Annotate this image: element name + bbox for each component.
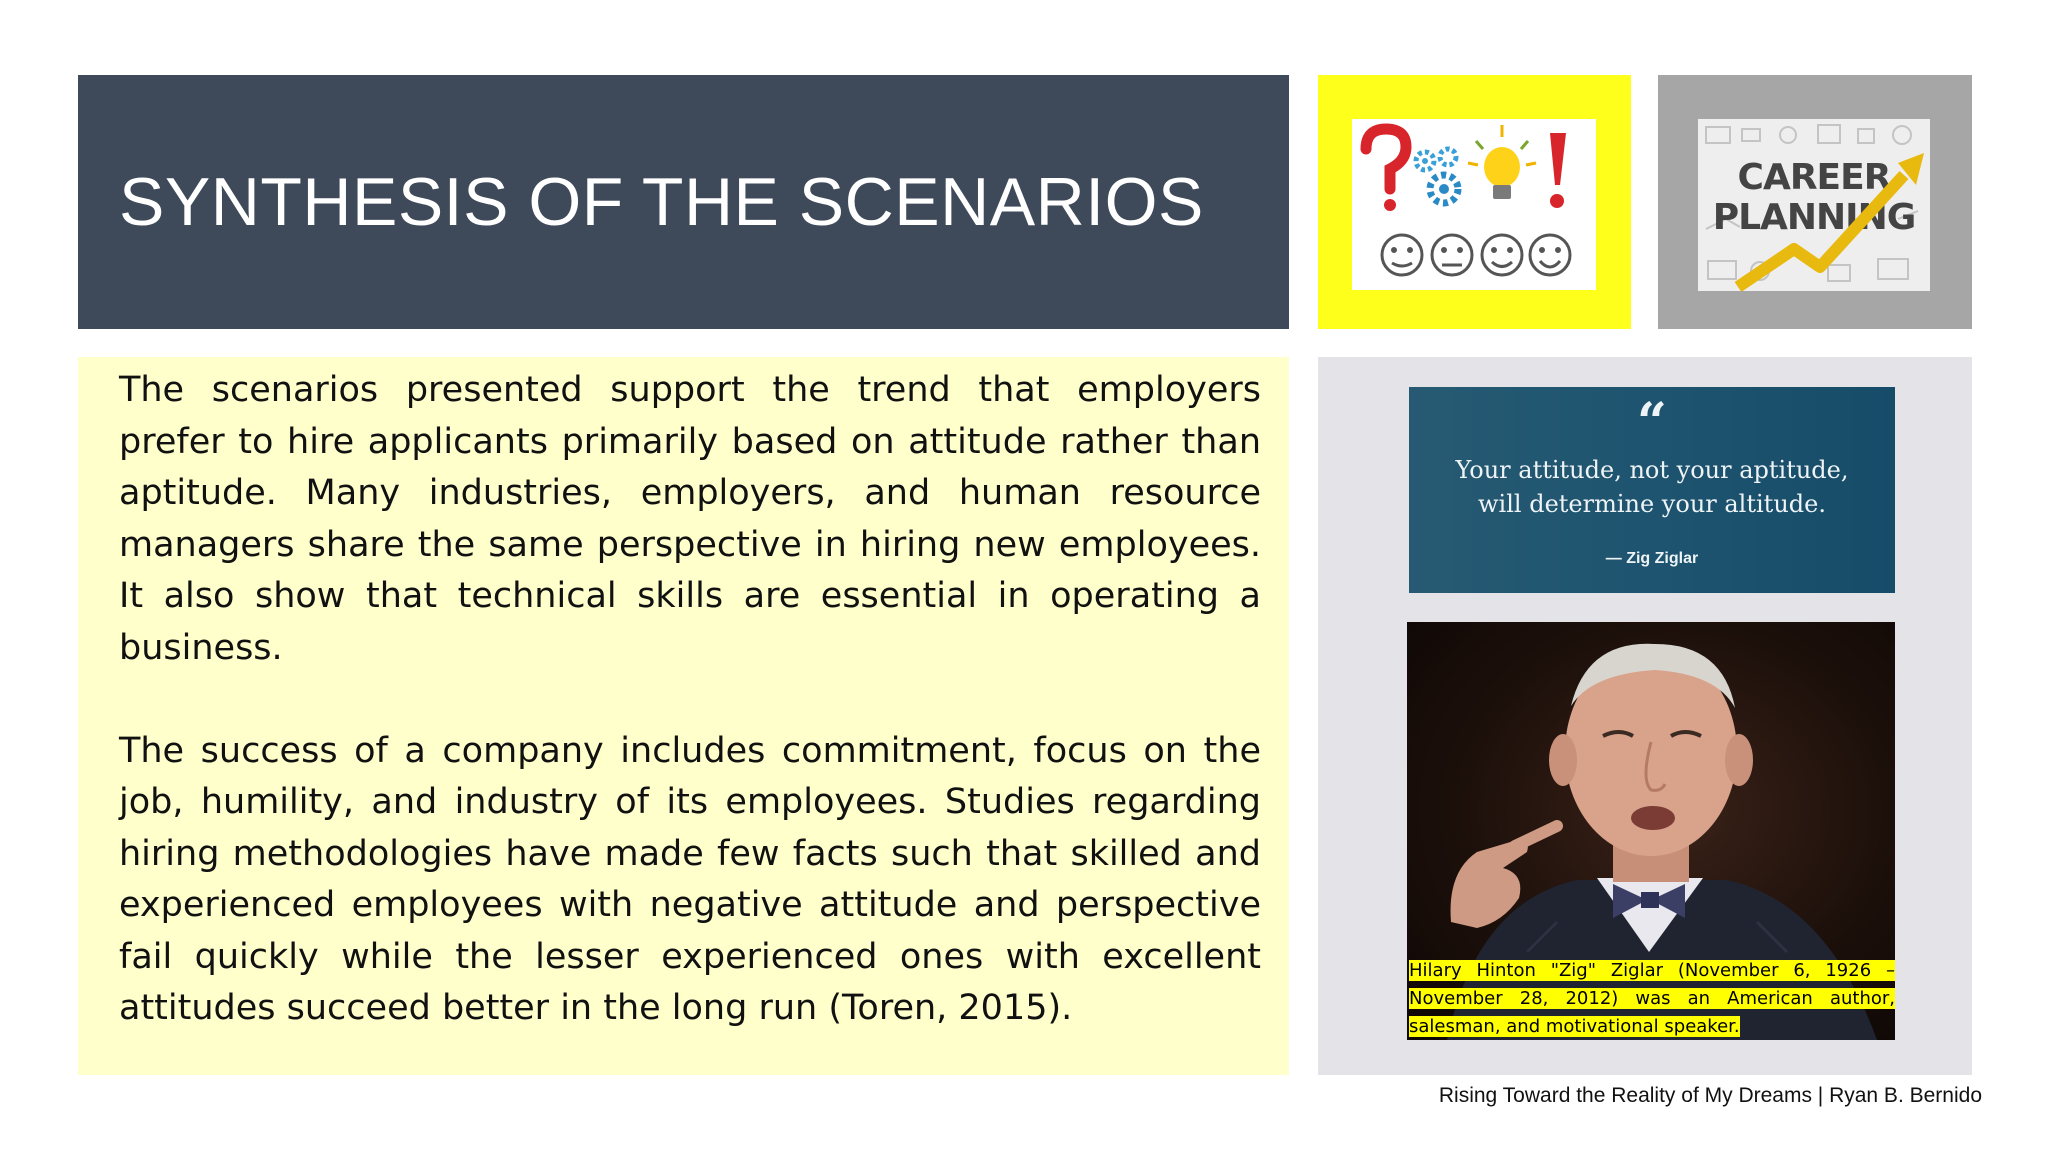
career-line-2: PLANNING [1712, 197, 1916, 238]
rising-arrow-icon [1698, 119, 1930, 291]
icons-illustration [1352, 119, 1596, 290]
title-bar [78, 75, 1289, 329]
paragraph-1: The scenarios presented support the trend that employers prefer to hire applicants primarily based on attitude rather than aptitude. Many industries, employers, and human resource managers share the same perspective in hiring new employees. It also show that technical skills are essential in operating a business. [119, 370, 1261, 668]
slide-footer: Rising Toward the Reality of My Dreams | Ryan B. Bernido [1438, 1084, 1982, 1107]
light-bulb-icon [1468, 125, 1536, 199]
quote-image [1409, 387, 1895, 593]
slide-title: SYNTHESIS OF THE SCENARIOS [119, 164, 1204, 240]
question-mark-icon [1366, 129, 1406, 211]
exclamation-icon [1550, 133, 1566, 208]
smiley-face-icon [1382, 235, 1570, 275]
quote-mark-icon: “ [1637, 392, 1667, 453]
photo-caption [1409, 957, 1895, 1041]
career-line-1: CAREER [1737, 157, 1891, 198]
icons-image-tile [1318, 75, 1631, 329]
paragraph-2: The success of a company includes commitment, focus on the job, humility, and industry of its employees. Studies regarding hiring methodologies have made few facts such that skilled and experienced employees with negative attitude and perspective fail quickly while the lesser experienced ones with excellent attitudes succeed better in the long run (Toren, 2015). [119, 730, 1261, 1028]
body-panel [78, 357, 1289, 1075]
career-image-tile [1658, 75, 1972, 329]
body-text [119, 365, 1261, 1035]
icons-image [1352, 119, 1596, 290]
gears-icon [1416, 149, 1458, 203]
quote-line-2: will determine your altitude. [1478, 490, 1826, 518]
photo-caption-text: Hilary Hinton "Zig" Ziglar (November 6, 1926 – November 28, 2012) was an American author, salesman, and motivational speaker. [1409, 960, 1895, 1037]
quote-line-1: Your attitude, not your aptitude, [1455, 456, 1849, 484]
quote-author: — Zig Ziglar [1605, 550, 1699, 567]
career-planning-image [1698, 119, 1930, 291]
